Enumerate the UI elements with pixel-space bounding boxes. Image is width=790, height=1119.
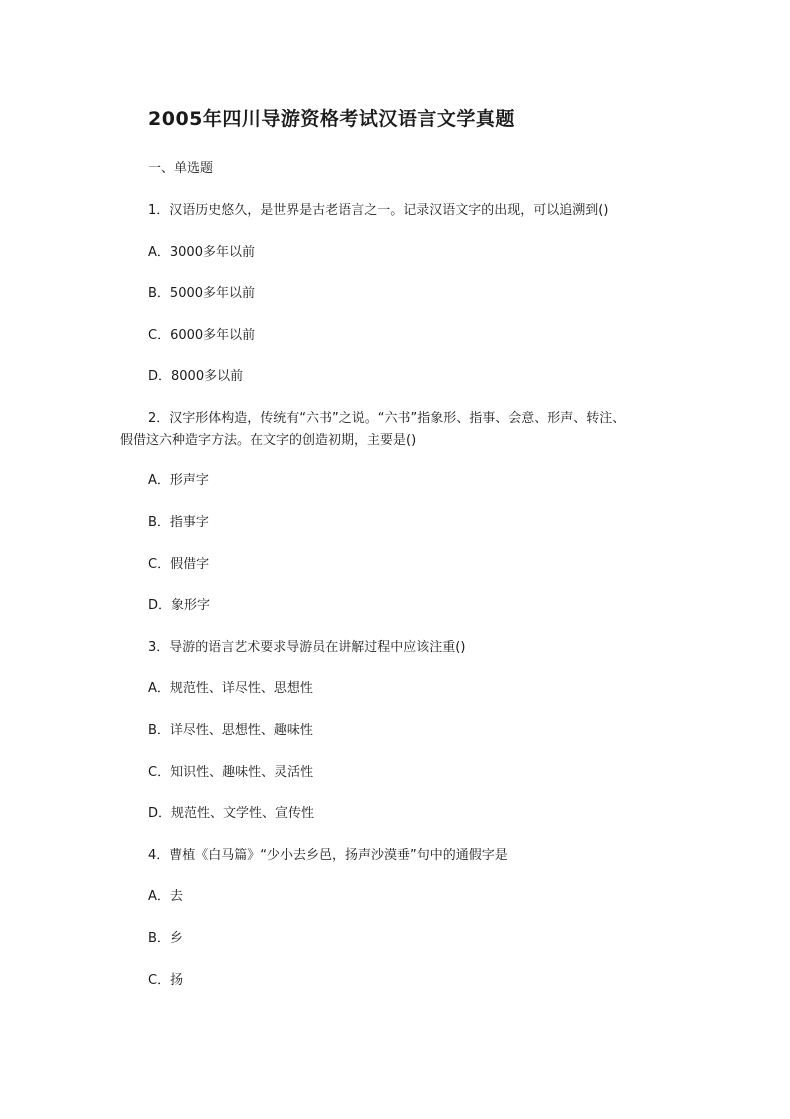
question-3-option-c: C．知识性、趣味性、灵活性 xyxy=(148,765,314,780)
question-4-option-c: C．扬 xyxy=(148,973,184,988)
question-1-option-a: A．3000多年以前 xyxy=(148,245,255,260)
question-3-option-a: A．规范性、详尽性、思想性 xyxy=(148,681,313,696)
question-1-option-c: C．6000多年以前 xyxy=(148,328,256,343)
document-title: 2005年四川导游资格考试汉语言文学真题 xyxy=(148,108,515,130)
question-1-option-d: D．8000多以前 xyxy=(148,369,244,384)
question-4-option-a: A．去 xyxy=(148,889,183,904)
question-1-option-b: B．5000多年以前 xyxy=(148,286,256,301)
question-2-option-c: C．假借字 xyxy=(148,557,210,572)
question-2-option-d: D．象形字 xyxy=(148,598,211,613)
question-4-option-b: B．乡 xyxy=(148,931,183,946)
question-2-stem-line-1: 2．汉字形体构造，传统有“六书”之说。“六书”指象形、指事、会意、形声、转注、 xyxy=(148,411,626,426)
question-3-option-b: B．详尽性、思想性、趣味性 xyxy=(148,723,313,738)
question-1-stem: 1．汉语历史悠久，是世界是古老语言之一。记录汉语文字的出现，可以追溯到() xyxy=(148,203,609,218)
question-4-stem: 4．曹植《白马篇》“少小去乡邑，扬声沙漠垂”句中的通假字是 xyxy=(148,848,508,863)
question-2-option-b: B．指事字 xyxy=(148,515,209,530)
question-3-option-d: D．规范性、文学性、宣传性 xyxy=(148,806,315,821)
question-2-stem-line-2: 假借这六种造字方法。在文字的创造初期，主要是() xyxy=(120,433,417,448)
question-2-option-a: A．形声字 xyxy=(148,473,209,488)
section-heading: 一、单选题 xyxy=(148,161,214,176)
question-3-stem: 3．导游的语言艺术要求导游员在讲解过程中应该注重() xyxy=(148,640,466,655)
